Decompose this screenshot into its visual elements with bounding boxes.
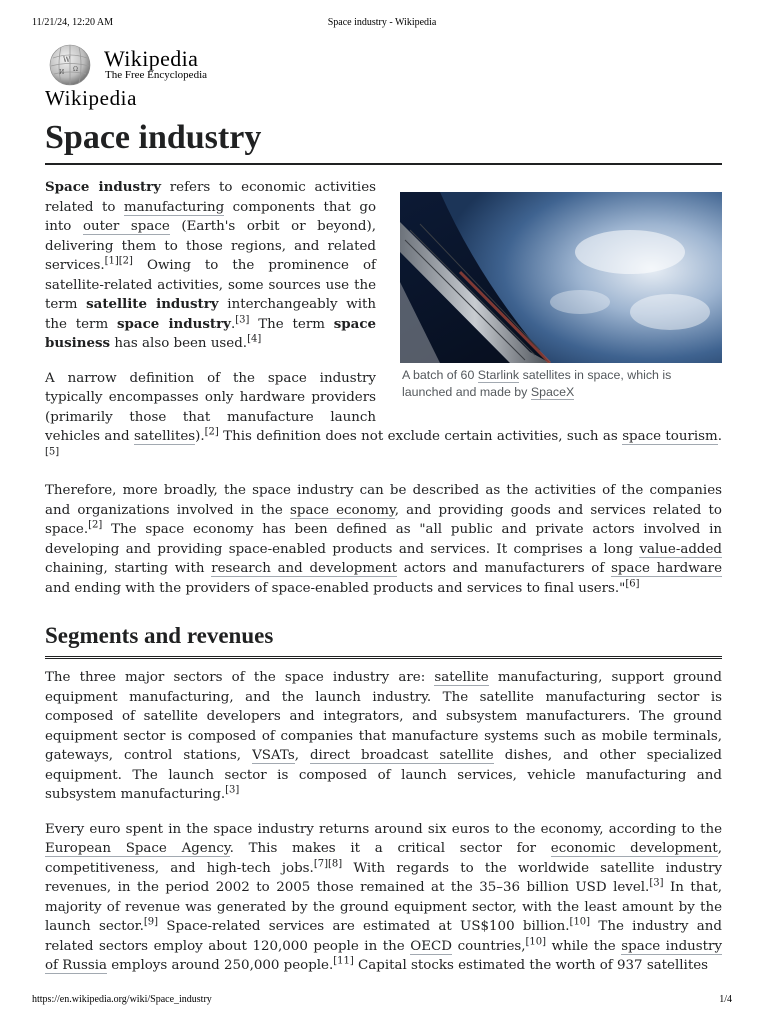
text: Capital stocks estimated the worth of 937 satellites — [353, 958, 709, 973]
link-spacex[interactable]: SpaceX — [530, 385, 575, 399]
text: refers to economic activities related to — [45, 180, 376, 215]
page-title: Space industry — [45, 118, 722, 165]
bold-term: space industry — [116, 315, 231, 332]
bold-term: satellite industry — [86, 296, 219, 312]
text: Therefore, more broadly, the space industry can be described as the activities of the companies and organizations involved in the — [45, 483, 722, 518]
text: The term — [249, 316, 334, 332]
text: , and providing goods and services related to space. — [45, 502, 722, 537]
text: chaining, starting with — [45, 561, 212, 576]
link-satellites[interactable]: satellites — [133, 429, 196, 444]
svg-text:W: W — [63, 56, 71, 64]
svg-text:Ω: Ω — [73, 66, 78, 73]
wikipedia-tagline: The Free Encyclopedia — [105, 69, 208, 81]
ref-link[interactable]: [2] — [88, 519, 103, 531]
text: The industry and related sectors employ about 120,000 people in the — [45, 919, 722, 954]
link-space-hardware[interactable]: space hardware — [611, 561, 722, 576]
print-page-title: Space industry - Wikipedia — [327, 17, 437, 28]
text: manufacturing, support ground equipment manufacturing, and the launch industry. The satellite manufacturing sector is composed of satellite developers and integrators, and subsystem manufacturers. The ground equipment sector is composed of companies that manufacture systems such as mobile terminals, gateways, control stations, — [45, 670, 722, 763]
link-starlink[interactable]: Starlink — [477, 368, 520, 382]
bold-term: Space industry — [45, 179, 162, 195]
text: . This makes it a critical sector for — [229, 841, 551, 856]
link-value-added[interactable]: value-added — [639, 541, 722, 557]
text: , — [294, 748, 310, 763]
print-datetime: 11/21/24, 12:20 AM — [32, 17, 114, 28]
ref-link[interactable]: [7] — [313, 858, 328, 870]
text: while the — [546, 938, 622, 954]
text: The three major sectors of the space industry are: — [45, 670, 435, 685]
text: and ending with the providers of space-enabled products and services to final users." — [45, 580, 626, 596]
ref-link[interactable]: [2] — [118, 255, 133, 267]
link-economic-development[interactable]: economic development — [550, 841, 718, 856]
ref[interactable] — [333, 956, 354, 967]
text: , competitiveness, and high-tech jobs. — [45, 841, 722, 876]
caption-text: A batch of 60 — [402, 368, 475, 382]
ref-link[interactable]: [3] — [649, 877, 664, 889]
text: employs around 250,000 people. — [107, 958, 334, 973]
link-space-tourism[interactable]: space tourism — [622, 429, 718, 444]
ref-link[interactable]: [6] — [625, 578, 640, 590]
section-heading-segments: Segments and revenues — [45, 622, 722, 659]
link-research-and-development[interactable]: research and development — [211, 561, 398, 576]
ref[interactable] — [144, 917, 158, 928]
link-manufacturing[interactable]: manufacturing — [123, 199, 225, 215]
ref-link[interactable]: [10] — [525, 936, 547, 948]
link-oecd[interactable]: OECD — [410, 938, 453, 954]
link-outer-space[interactable]: outer space — [82, 219, 170, 234]
link-vsats[interactable]: VSATs — [252, 748, 295, 763]
ref[interactable] — [225, 785, 239, 796]
ref-link[interactable]: [4] — [247, 333, 262, 345]
ref[interactable] — [328, 858, 342, 869]
ref[interactable] — [526, 936, 547, 947]
link-direct-broadcast-satellite[interactable]: direct broadcast satellite — [309, 748, 494, 763]
paragraph-revenues — [45, 820, 722, 976]
link-space-economy[interactable]: space economy — [290, 502, 395, 518]
link-space-industry-of-russia[interactable]: space industry of Russia — [45, 938, 723, 973]
ref-link[interactable]: [9] — [143, 916, 159, 928]
link-european-space-agency[interactable]: European Space Agency — [45, 841, 230, 856]
text: (Earth's orbit or beyond), delivering them to those regions, and related services. — [45, 219, 376, 273]
ref[interactable] — [88, 520, 102, 531]
wikipedia-logo[interactable] — [45, 44, 305, 108]
text: interchangeably with the term — [45, 297, 376, 332]
figure-caption — [400, 363, 722, 401]
text: has also been used. — [110, 336, 248, 351]
text: dishes, and other specialized equipment. The launch sector is composed of launch services, vehicle manufacturing and subsystem manufacturing. — [45, 748, 723, 802]
ref[interactable] — [570, 917, 591, 928]
ref-link[interactable]: [2] — [204, 426, 219, 438]
text: In that, majority of revenue was generated by the ground equipment sector, with the least amount by the launch sector. — [45, 880, 722, 934]
article-body — [45, 178, 722, 991]
caption-text: satellites in space, which is launched and made by — [402, 368, 672, 399]
ref-link[interactable]: [3] — [225, 784, 240, 796]
text: This definition does not exclude certain activities, such as — [218, 429, 623, 444]
infobox-figure — [400, 192, 722, 401]
ref[interactable] — [247, 334, 261, 345]
svg-text:И: И — [59, 69, 65, 76]
text: With regards to the worldwide satellite industry revenues, in the period 2002 to 2005 those remained at the 35–36 billion USD level. — [45, 860, 722, 895]
text: Every euro spent in the space industry returns around six euros to the economy, according to the — [45, 821, 722, 837]
ref-link[interactable]: [1] — [104, 255, 119, 267]
text: The space economy has been defined as "all public and private actors involved in developing and providing space-enabled products and services. It comprises a long — [45, 522, 722, 557]
ref[interactable] — [625, 578, 639, 589]
wikipedia-globe-icon — [45, 44, 95, 86]
ref[interactable] — [45, 446, 59, 457]
link-satellite[interactable]: satellite — [434, 670, 489, 685]
text: ). — [195, 429, 205, 444]
text: countries, — [452, 938, 526, 954]
ref[interactable] — [105, 256, 119, 267]
starlink-image[interactable] — [400, 192, 722, 363]
text: . — [230, 316, 236, 332]
ref-link[interactable]: [8] — [327, 858, 343, 870]
text: A narrow definition of the space industry typically encompasses only hardware providers (primarily those that manufacture launch vehicles and — [45, 370, 376, 444]
ref-link[interactable]: [10] — [569, 916, 591, 928]
paragraph-broad-definition — [45, 481, 722, 598]
ref[interactable] — [649, 878, 663, 889]
ref[interactable] — [235, 314, 249, 325]
ref[interactable] — [119, 256, 133, 267]
wikipedia-wordmark: Wikipedia — [104, 46, 199, 71]
ref[interactable] — [205, 427, 219, 438]
ref-link[interactable]: [3] — [235, 314, 250, 326]
print-page-number: 1/4 — [719, 994, 732, 1005]
text: . — [717, 429, 723, 444]
text: components that go into — [45, 199, 377, 234]
bold-term: space business — [45, 315, 376, 351]
text: actors and manufacturers of — [397, 561, 612, 576]
ref-link[interactable]: [5] — [45, 446, 60, 458]
ref-link[interactable]: [11] — [333, 955, 354, 967]
paragraph-sectors — [45, 668, 722, 805]
ref[interactable] — [314, 858, 328, 869]
text: Space-related services are estimated at US$100 billion. — [158, 919, 570, 934]
text: Owing to the prominence of satellite-related activities, some sources use the term — [45, 258, 376, 312]
wikipedia-wordmark-secondary: Wikipedia — [45, 86, 138, 110]
print-url: https://en.wikipedia.org/wiki/Space_industry — [32, 994, 212, 1005]
